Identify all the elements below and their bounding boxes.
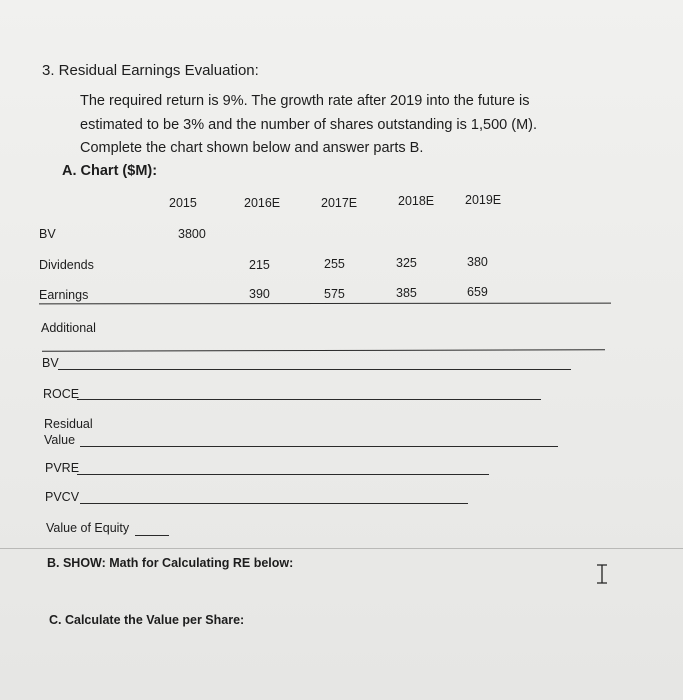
roce-label: ROCE <box>43 387 80 401</box>
roce-line[interactable] <box>77 399 541 400</box>
row-label-earnings: Earnings <box>39 288 89 302</box>
question-line-2: estimated to be 3% and the number of shares outstanding is 1,500 (M). <box>80 117 538 133</box>
part-c-heading: C. Calculate the Value per Share: <box>49 613 245 627</box>
part-a-heading: A. Chart ($M): <box>62 163 158 179</box>
section-divider <box>0 548 683 549</box>
pvcv-label: PVCV <box>45 490 80 504</box>
question-line-1: The required return is 9%. The growth rate after 2019 into the future is <box>80 93 530 109</box>
year-header-2015: 2015 <box>169 196 197 210</box>
cell-bv-2015: 3800 <box>178 227 206 241</box>
additional-bv-line[interactable] <box>58 369 571 370</box>
question-title: 3. Residual Earnings Evaluation: <box>42 62 259 79</box>
part-b-heading: B. SHOW: Math for Calculating RE below: <box>47 556 294 570</box>
cell-earnings-2017e: 575 <box>324 287 345 301</box>
year-header-2016e: 2016E <box>244 196 281 210</box>
cell-dividends-2018e: 325 <box>396 256 417 270</box>
cell-earnings-2018e: 385 <box>396 286 417 300</box>
residual-label-line-1: Residual <box>44 417 93 431</box>
residual-value-line[interactable] <box>80 446 558 447</box>
year-header-2018e: 2018E <box>398 194 435 208</box>
additional-bv-label: BV <box>42 356 59 370</box>
year-header-2019e: 2019E <box>465 193 502 207</box>
text-cursor-icon <box>595 564 609 584</box>
pvcv-line[interactable] <box>80 503 468 504</box>
additional-label: Additional <box>41 321 96 335</box>
cell-earnings-2016e: 390 <box>249 287 270 301</box>
pvre-line[interactable] <box>77 474 489 475</box>
question-line-3: Complete the chart shown below and answer parts B. <box>80 140 424 156</box>
pvre-label: PVRE <box>45 461 80 475</box>
value-of-equity-line[interactable] <box>135 535 169 536</box>
additional-underline <box>42 349 605 351</box>
row-label-dividends: Dividends <box>39 258 94 272</box>
residual-label-line-2: Value <box>44 433 76 447</box>
row-label-bv: BV <box>39 227 56 241</box>
cell-dividends-2017e: 255 <box>324 257 345 271</box>
cell-earnings-2019e: 659 <box>467 285 488 299</box>
cell-dividends-2019e: 380 <box>467 255 488 269</box>
cell-dividends-2016e: 215 <box>249 258 270 272</box>
value-of-equity-label: Value of Equity <box>46 521 130 535</box>
year-header-2017e: 2017E <box>321 196 358 210</box>
earnings-underline <box>39 303 611 305</box>
